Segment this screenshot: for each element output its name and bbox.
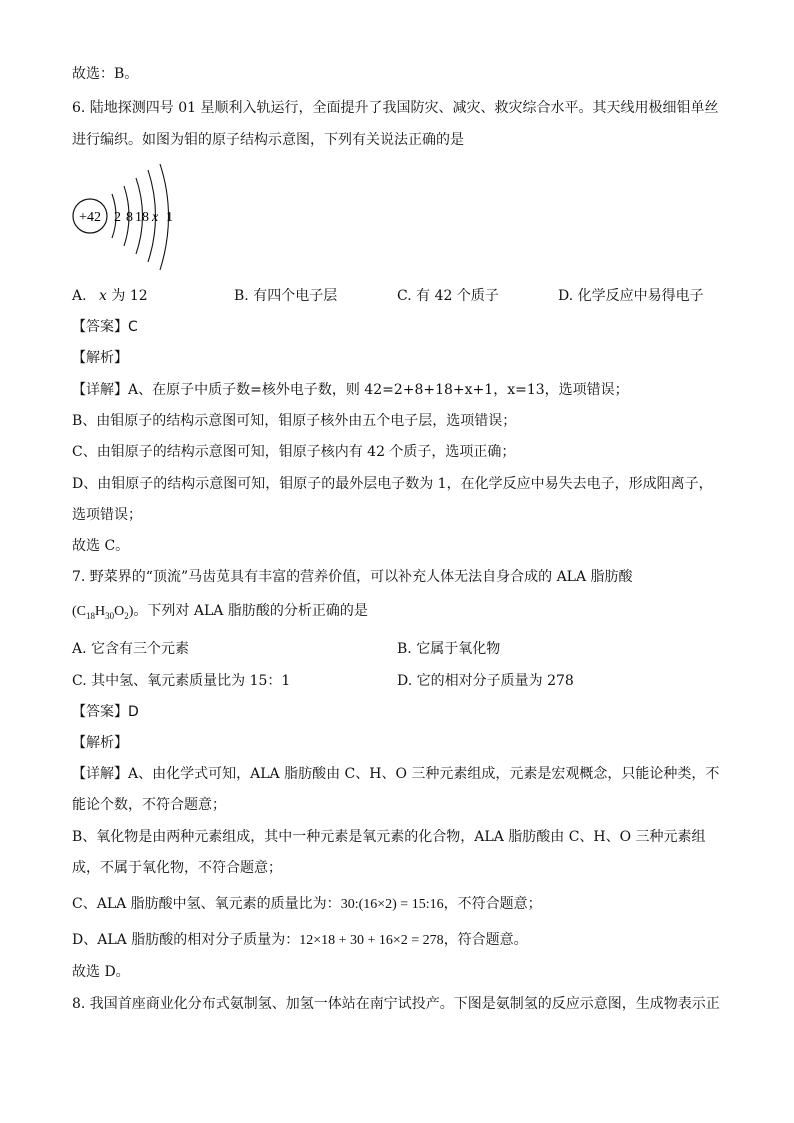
q6-detail-d-line-2: 选项错误； — [72, 507, 142, 523]
q7-option-d: D. 它的相对分子质量为 278 — [397, 673, 574, 689]
q7-detail-a-line-1: 【详解】A、由化学式可知，ALA 脂肪酸由 C、H、O 三种元素组成，元素是宏观概念，只能论种类，不 — [72, 766, 720, 782]
shell-4-electrons: x — [152, 210, 159, 225]
previous-answer-conclusion: 故选：B。 — [72, 66, 139, 82]
q6-option-a-variable: x — [99, 288, 107, 304]
q7-conclusion: 故选 D。 — [72, 964, 130, 980]
q7-option-b: B. 它属于氧化物 — [397, 641, 501, 657]
q6-stem-line-1: 6. 陆地探测四号 01 星顺利入轨运行，全面提升了我国防灾、减灾、救灾综合水平。其天线用极细钼单丝 — [72, 100, 719, 116]
shell-1-electrons: 2 — [114, 210, 121, 225]
q7-stem-line-1: 7. 野菜界的“顶流”马齿苋具有丰富的营养价值，可以补充人体无法自身合成的 ALA 脂肪酸 — [72, 569, 633, 585]
shell-3-electrons: 18 — [135, 210, 149, 225]
q7-detail-c-formula: 30:(16×2) = 15:16 — [340, 897, 444, 912]
ala-formula: $(C_{18}H_{30}O_2)$ — [72, 604, 134, 621]
q6-detail-b: B、由钼原子的结构示意图可知，钼原子核外由五个电子层，选项错误； — [72, 413, 517, 429]
q6-option-a-label: A. — [72, 288, 87, 304]
q6-analysis-heading: 【解析】 — [72, 350, 128, 366]
q6-conclusion: 故选 C。 — [72, 538, 130, 554]
q6-stem-line-2: 进行编织。如图为钼的原子结构示意图，下列有关说法正确的是 — [72, 132, 464, 148]
q7-stem-line-2 — [72, 601, 368, 626]
q6-detail-c: C、由钼原子的结构示意图可知，钼原子核内有 42 个质子，选项正确； — [72, 444, 516, 460]
q6-option-d: D. 化学反应中易得电子 — [558, 288, 704, 304]
q7-stem-text: 。下列对 ALA 脂肪酸的分析正确的是 — [133, 603, 368, 619]
q6-option-c: C. 有 42 个质子 — [397, 288, 499, 304]
q8-stem-line-1: 8. 我国首座商业化分布式氨制氢、加氢一体站在南宁试投产。下图是氨制氢的反应示意图，生成物表示正 — [72, 996, 720, 1012]
q7-option-a: A. 它含有三个元素 — [72, 641, 190, 657]
shell-5-electrons: 1 — [166, 210, 173, 225]
q7-detail-b-line-2: 成，不属于氧化物，不符合题意； — [72, 860, 282, 876]
shell-2-electrons: 8 — [126, 210, 133, 225]
q7-detail-c-text: C、ALA 脂肪酸中氢、氧元素的质量比为： — [72, 896, 341, 912]
q7-detail-c — [72, 894, 542, 915]
q6-option-a-text: 为 12 — [111, 288, 148, 304]
nucleus-charge: +42 — [79, 210, 101, 225]
q7-detail-d-formula: 12×18 + 30 + 16×2 = 278 — [299, 933, 444, 948]
q6-detail-a: 【详解】A、在原子中质子数=核外电子数，则 42=2+8+18+x+1，x=13，选项错误； — [72, 382, 629, 398]
q7-detail-d-text: D、ALA 脂肪酸的相对分子质量为： — [72, 932, 300, 948]
q6-option-b: B. 有四个电子层 — [234, 288, 338, 304]
q7-analysis-heading: 【解析】 — [72, 735, 128, 751]
q7-answer: 【答案】D — [72, 704, 139, 720]
q6-detail-d-line-1: D、由钼原子的结构示意图可知，钼原子的最外层电子数为 1，在化学反应中易失去电子，形成阳离子， — [72, 476, 713, 492]
q6-option-a — [72, 286, 148, 306]
q7-detail-d — [72, 930, 528, 951]
q7-detail-a-line-2: 能论个数，不符合题意； — [72, 797, 226, 813]
molybdenum-atom-diagram — [72, 164, 182, 272]
q6-answer: 【答案】C — [72, 319, 138, 335]
q7-option-c: C. 其中氢、氧元素质量比为 15：1 — [72, 673, 291, 689]
q7-detail-c-suffix: ，不符合题意； — [443, 896, 542, 912]
q7-detail-b-line-1: B、氧化物是由两种元素组成，其中一种元素是氧元素的化合物，ALA 脂肪酸由 C、H、O 三种元素组 — [72, 829, 706, 845]
q7-detail-d-suffix: ，符合题意。 — [443, 932, 528, 948]
